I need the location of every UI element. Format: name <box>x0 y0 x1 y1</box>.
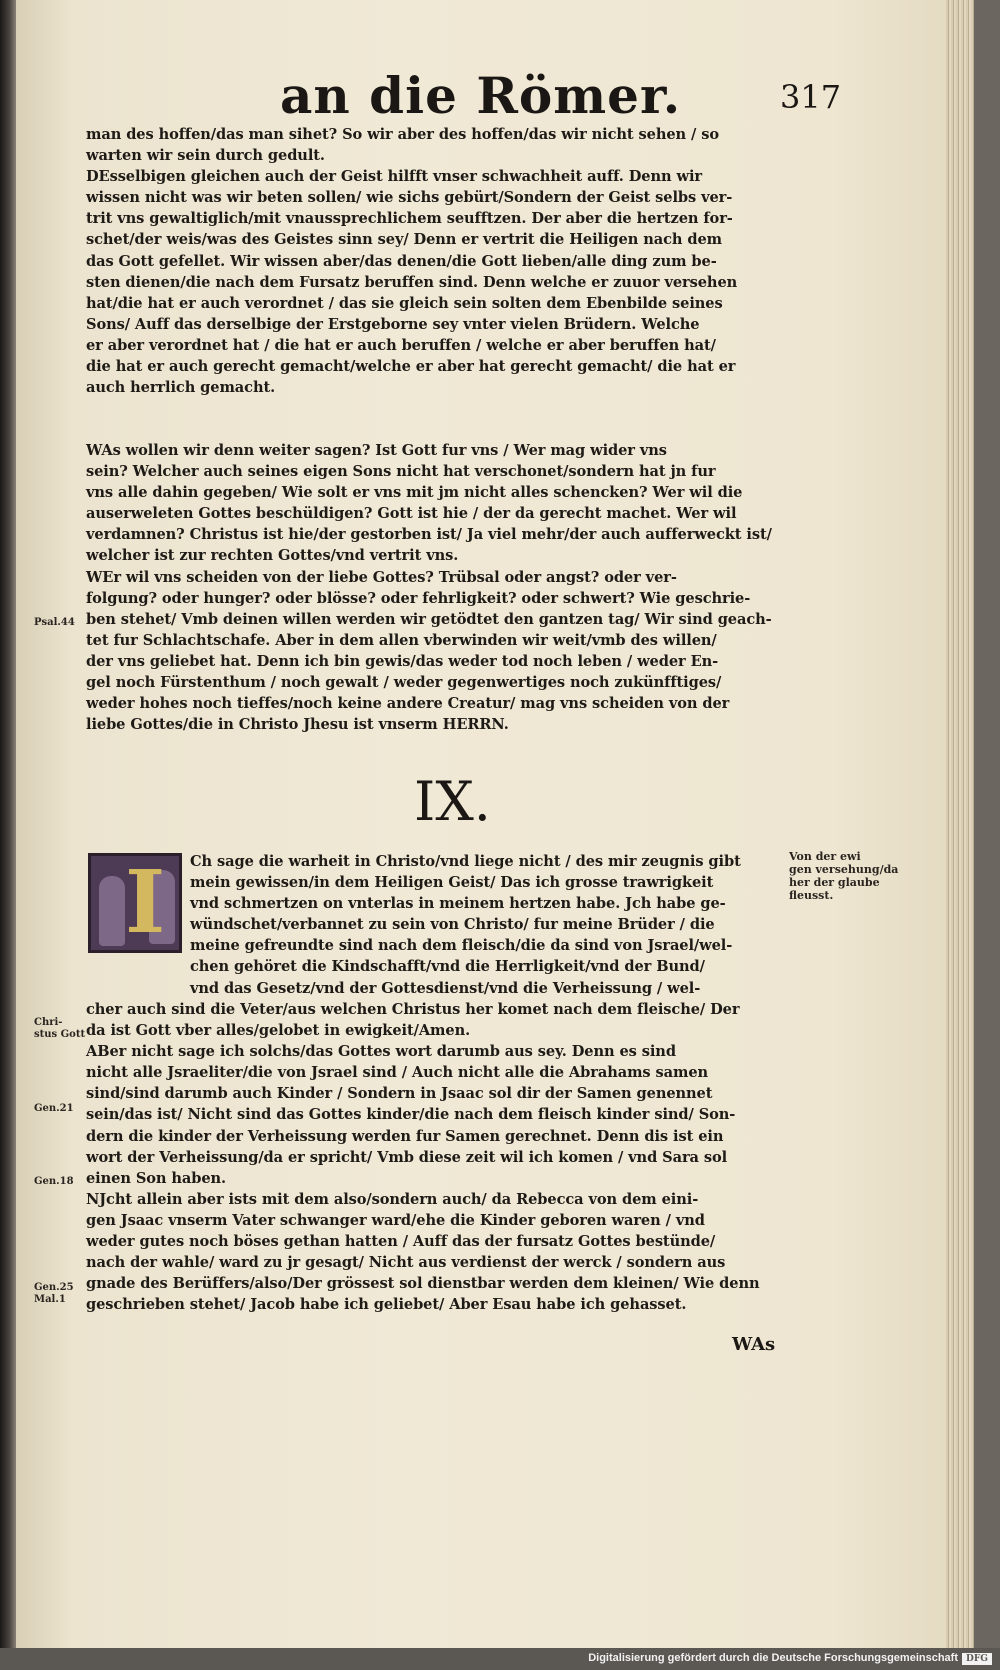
text-line: wissen nicht was wir beten sollen/ wie sichs gebürt/Sondern der Geist selbs ver- <box>86 189 733 207</box>
text-line: wort der Verheissung/da er spricht/ Vmb diese zeit wil ich komen / vnd Sara sol <box>86 1148 728 1166</box>
running-head: an die Römer. <box>280 66 682 125</box>
margin-note-gen25: Gen.25 Mal.1 <box>34 1282 74 1305</box>
text-line: trit vns gewaltiglich/mit vnaussprechlichem seufftzen. Der aber die hertzen for- <box>86 210 733 228</box>
text-line: auserweleten Gottes beschüldigen? Gott ist hie / der da gerecht machet. Wer wil <box>86 505 737 523</box>
text-line: hat/die hat er auch verordnet / das sie gleich sein solten dem Ebenbilde seines <box>86 294 723 312</box>
footer-bar <box>0 1648 1000 1670</box>
putto-figure-left <box>99 876 125 946</box>
text-line: sten dienen/die nach dem Fursatz beruffen sind. Denn welche er zuuor versehen <box>86 273 738 291</box>
text-line: auch herrlich gemacht. <box>86 379 276 397</box>
text-line: gnade des Berüffers/also/Der grössest sol dienstbar werden dem kleinen/ Wie denn <box>86 1275 760 1293</box>
text-line: der vns geliebet hat. Denn ich bin gewis/das weder tod noch leben / weder En- <box>86 652 719 670</box>
text-line: cher auch sind die Veter/aus welchen Christus her komet nach dem fleische/ Der <box>86 1001 740 1018</box>
text-line: welcher ist zur rechten Gottes/vnd vertrit vns. <box>86 547 459 565</box>
paragraph-3-continued <box>86 999 786 1315</box>
decorated-initial <box>88 853 182 953</box>
text-line: wündschet/verbannet zu sein von Christo/ fur meine Brüder / die <box>190 916 715 934</box>
text-line: dern die kinder der Verheissung werden fur Samen gerechnet. Denn dis ist ein <box>86 1127 724 1145</box>
text-line: vns alle dahin gegeben/ Wie solt er vns mit jm nicht alles schencken? Wer wil die <box>86 484 743 502</box>
text-line: vnd schmertzen on vnterlas in meinem hertzen habe. Jch habe ge- <box>190 895 726 913</box>
margin-note-christus-gott: Chri- stus Gott <box>34 1017 86 1040</box>
text-line: verdamnen? Christus ist hie/der gestorben ist/ Ja viel mehr/der auch aufferweckt ist/ <box>86 526 772 544</box>
text-line: da ist Gott vber alles/gelobet in ewigkeit/Amen. <box>86 1022 471 1040</box>
text-line: nach der wahle/ ward zu jr gesagt/ Nicht aus verdienst der werck / sondern aus <box>86 1254 726 1272</box>
text-line: sein? Welcher auch seines eigen Sons nicht hat verschonet/sondern hat jn fur <box>86 463 716 481</box>
catchword: WAs <box>732 1334 776 1355</box>
text-line: nicht alle Jsraeliter/die von Jsrael sind / Auch nicht alle die Abrahams samen <box>86 1064 709 1082</box>
chapter-heading: IX. <box>414 770 491 833</box>
text-line: geschrieben stehet/ Jacob habe ich geliebet/ Aber Esau habe ich gehasset. <box>86 1296 687 1314</box>
text-line: er aber verordnet hat / die hat er auch beruffen / welche er aber beruffen hat/ <box>86 336 716 354</box>
text-line: folgung? oder hunger? oder blösse? oder fehrligkeit? oder schwert? Wie geschrie- <box>86 589 751 607</box>
initial-letter: I <box>125 852 166 953</box>
text-line: das Gott gefellet. Wir wissen aber/das denen/die Gott lieben/alle ding zum be- <box>86 252 717 270</box>
margin-note-psal44: Psal.44 <box>34 617 75 628</box>
text-line: NJcht allein aber ists mit dem also/sondern auch/ da Rebecca von dem eini- <box>86 1190 699 1208</box>
text-line: schet/der weis/was des Geistes sinn sey/ Denn er vertrit die Heiligen nach dem <box>86 231 722 249</box>
text-line: einen Son haben. <box>86 1169 227 1187</box>
text-line: sein/das ist/ Nicht sind das Gottes kinder/die nach dem fleisch kinder sind/ Son- <box>86 1106 736 1124</box>
text-line: DEsselbigen gleichen auch der Geist hilfft vnser schwachheit auff. Denn wir <box>86 168 702 186</box>
page-number: 317 <box>780 78 842 116</box>
text-line: warten wir sein durch gedult. <box>86 147 325 165</box>
text-line: weder hohes noch tieffes/noch keine andere Creatur/ mag vns scheiden von der <box>86 695 730 713</box>
text-line: die hat er auch gerecht gemacht/welche er aber hat gerecht gemacht/ die hat er <box>86 358 736 376</box>
text-line: weder gutes noch böses gethan hatten / Auff das der fursatz Gottes bestünde/ <box>86 1233 716 1251</box>
text-line: Ch sage die warheit in Christo/vnd liege nicht / des mir zeugnis gibt <box>190 853 741 870</box>
text-line: mein gewissen/in dem Heiligen Geist/ Das ich grosse trawrigkeit <box>190 874 714 892</box>
paragraph-2 <box>86 440 806 735</box>
text-line: gel noch Fürstenthum / noch gewalt / weder gegenwertiges noch zukünfftiges/ <box>86 674 722 692</box>
text-line: chen gehöret die Kindschafft/vnd die Herrligkeit/vnd der Bund/ <box>190 958 705 976</box>
paragraph-1 <box>86 124 786 398</box>
text-line: ben stehet/ Vmb deinen willen werden wir getödtet den gantzen tag/ Wir sind geach- <box>86 610 772 628</box>
margin-note-right: Von der ewi gen versehung/da her der glaube fleusst. <box>789 850 899 902</box>
text-line: meine gefreundte sind nach dem fleisch/die da sind von Jsrael/wel- <box>190 937 733 955</box>
margin-note-gen21: Gen.21 <box>34 1103 74 1114</box>
paragraph-3-indented <box>190 851 790 999</box>
footer-credit: Digitalisierung gefördert durch die Deutsche Forschungsgemeinschaft <box>588 1652 958 1664</box>
text-line: sind/sind darumb auch Kinder / Sondern in Jsaac sol dir der Samen genennet <box>86 1085 713 1103</box>
dfg-logo: DFG <box>962 1653 992 1665</box>
book-binding <box>0 0 16 1670</box>
text-line: Sons/ Auff das derselbige der Erstgeborne sey vnter vielen Brüdern. Welche <box>86 315 700 333</box>
text-line: ABer nicht sage ich solchs/das Gottes wort darumb aus sey. Denn es sind <box>86 1043 676 1061</box>
page-edges <box>946 0 974 1648</box>
text-line: man des hoffen/das man sihet? So wir aber des hoffen/das wir nicht sehen / so <box>86 126 719 143</box>
text-line: WEr wil vns scheiden von der liebe Gottes? Trübsal oder angst? oder ver- <box>86 568 677 586</box>
margin-note-gen18: Gen.18 <box>34 1176 74 1187</box>
text-line: liebe Gottes/die in Christo Jhesu ist vnserm HERRN. <box>86 716 509 734</box>
text-line: vnd das Gesetz/vnd der Gottesdienst/vnd die Verheissung / wel- <box>190 979 701 997</box>
text-line: tet fur Schlachtschafe. Aber in dem allen vberwinden wir weit/vmb des willen/ <box>86 631 717 649</box>
text-line: WAs wollen wir denn weiter sagen? Ist Gott fur vns / Wer mag wider vns <box>86 442 667 459</box>
text-line: gen Jsaac vnserm Vater schwanger ward/ehe die Kinder geboren waren / vnd <box>86 1211 705 1229</box>
